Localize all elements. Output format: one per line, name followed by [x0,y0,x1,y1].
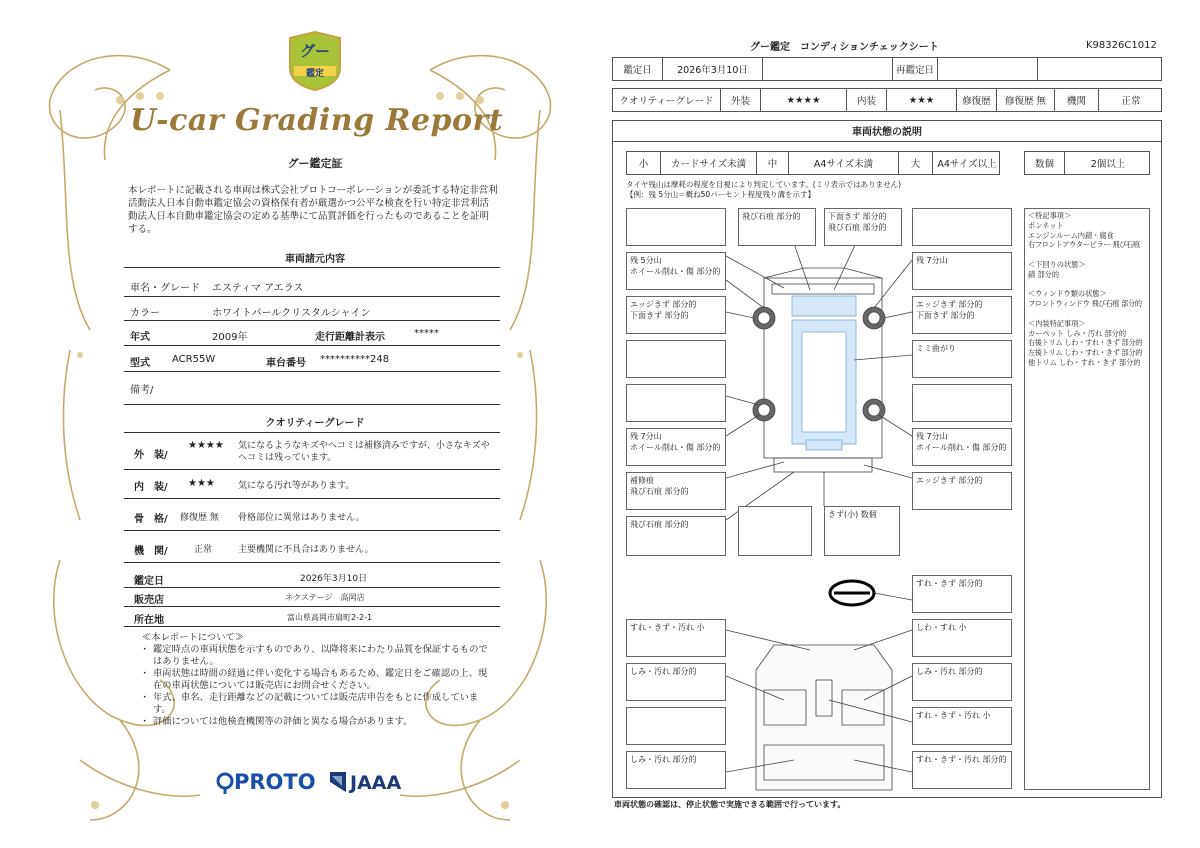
footer-note: 車両状態の確認は、停止状態で実施できる範囲で行っています。 [614,800,846,809]
damage-box-ir3: すれ・きず・汚れ 小 [912,707,1012,745]
mileage-label: 走行距離計表示 [315,332,385,343]
model-label: 型式 [130,358,150,369]
interior-stars: ★★★ [188,478,215,489]
note-item: ・ 車両状態は時間の経過に伴い変化する場合もあるため、鑑定日をご確認の上、現在の車両状態については販売店にお問合せください。 [142,668,492,692]
date-value: 2026年3月10日 [300,574,368,584]
damage-box-l6: 補修痕 飛び石痕 部分的 [626,472,726,510]
exterior-text: 気になるようなキズやヘコミは補修済みですが、小さなキズやヘコミは残っています。 [238,441,490,463]
name-label: 車名・グレード [130,283,200,294]
row1-date-label: 鑑定日 [613,58,663,80]
damage-box-b1 [738,506,812,556]
interior-text: 気になる汚れ等があります。 [238,481,355,491]
size-legend: 小 カードサイズ未満 中 A4サイズ未満 大 A4サイズ以上 [626,151,1000,175]
damage-box-ir4: すれ・きず・汚れ 部分的 [912,751,1012,789]
shop-label: 販売店 [134,595,164,606]
damage-box-l1: 残 5分山 ホイール削れ・傷 部分的 [626,252,726,290]
chassis-value: **********248 [320,354,390,365]
damage-box-f1: 飛び石痕 部分的 [738,208,816,246]
damage-box-r5: 残 7分山 ホイール削れ・傷 部分的 [912,428,1012,466]
damage-box-l4 [626,384,726,422]
engine-label: 機 関/ [134,546,168,557]
mileage-value: ***** [414,328,439,339]
engine-text: 主要機関に不具合はありません。 [238,545,374,555]
quality-title: クオリティーグレード [265,418,365,429]
proto-logo-icon [216,772,234,794]
row1-date-value: 2026年3月10日 [663,58,763,80]
jaaa-logo-icon [328,770,348,794]
row1-redate-label: 再鑑定日 [893,58,938,80]
chassis-label: 車台番号 [266,358,306,369]
date-label: 鑑定日 [134,576,164,587]
color-value: ホワイトパールクリスタルシャイン [212,308,371,319]
frame-value: 修復歴 無 [180,513,219,523]
note-item: ・ 評価については他検査機関等の評価と異なる場合があります。 [142,716,492,728]
year-label: 年式 [130,332,150,343]
shop-value: ネクステージ 高岡店 [285,593,365,602]
year-value: 2009年 [212,332,248,343]
cert-text: 本レポートに記載される車両は株式会社プロトコーポレーションが委託する特定非営利活動法人日本自動車鑑定協会の資格保有者が厳選かつ公平な検査を行い特定非営利活動法人日本自動車鑑定協会の定める基準にて品質評価を行ったものであることを証明する。 [128,185,498,235]
row2-quality-label: クオリティーグレード [613,89,721,111]
notes [142,632,492,728]
damage-box-fr [912,208,1012,246]
section-title: 車両状態の説明 [612,120,1162,142]
damage-box-b2: きず(小) 数個 [824,506,900,556]
row2-ext-label: 外装 [721,89,761,111]
sheet-title: グー鑑定 コンディションチェックシート [750,42,939,53]
damage-box-fl [626,208,726,246]
row2-int-value: ★★★ [887,89,957,111]
damage-box-r2: エッジきず 部分的 下面きず 部分的 [912,296,1012,334]
model-value: ACR55W [172,354,216,365]
engine-value: 正常 [194,545,213,555]
badge-bottom-text: 鑑定 [305,69,324,79]
cert-title: グー鑑定証 [287,157,343,170]
damage-box-i3 [626,707,726,745]
damage-box-l7: 飛び石痕 部分的 [626,516,726,556]
damage-box-r6: エッジきず 部分的 [912,472,1012,510]
tire-example: 【例：残 5分山＝概ね50パーセント程度残り溝を示す】 [626,190,816,199]
frame-text: 骨格部位に異常はありません。 [238,513,365,523]
date-row [612,57,1162,81]
interior-label: 内 装/ [134,482,168,493]
damage-box-r3: ミミ曲がり [912,340,1012,378]
doc-id: K98326C1012 [1086,40,1157,51]
damage-box-l5: 残 7分山 ホイール削れ・傷 部分的 [626,428,726,466]
exterior-label: 外 装/ [134,450,168,461]
damage-box-r1: 残 7分山 [912,252,1012,290]
note-item: ・ 年式、車名、走行距離などの記載については販売店申告をもとに作成しています。 [142,692,492,716]
tire-note: タイヤ残山は摩耗の程度を目視により判定しています。(ミリ表示ではありません) [626,180,902,189]
jaaa-logo: JAAA [350,772,402,794]
notes-title: ≪本レポートについて≫ [142,632,245,643]
row2-rep-value: 修復歴 無 [997,89,1055,111]
note-item: ・ 鑑定時点の車両状態を示すものであり、以降将来にわたり品質を保証するものではありません。 [142,644,492,668]
damage-box-r4 [912,384,1012,422]
damage-box-i4: しみ・汚れ 部分的 [626,751,726,789]
row2-ext-value: ★★★★ [761,89,847,111]
specs-title: 車両諸元内容 [285,254,345,265]
damage-box-l3 [626,340,726,378]
count-legend: 数個 2個以上 [1024,151,1150,175]
damage-box-f2: 下面きず 部分的 飛び石痕 部分的 [824,208,902,246]
row2-int-label: 内装 [847,89,887,111]
damage-box-l2: エッジきず 部分的 下面きず 部分的 [626,296,726,334]
name-value: エスティマ アエラス [212,283,304,294]
address-label: 所在地 [134,615,164,626]
damage-box-ir1: しわ・すれ 小 [912,619,1012,657]
damage-box-i2: しみ・汚れ 部分的 [626,663,726,701]
proto-logo: PROTO [234,770,316,794]
badge-top-text: グー [299,42,330,60]
damage-box-ir2: しみ・汚れ 部分的 [912,663,1012,701]
frame-label: 骨 格/ [134,514,168,525]
report-title: U-car Grading Report [130,103,504,138]
row2-eng-label: 機関 [1055,89,1099,111]
damage-box-steer: すれ・きず 部分的 [912,575,1012,613]
quality-row [612,88,1162,112]
address-value: 富山県高岡市扇町2-2-1 [287,613,373,622]
row2-rep-label: 修復歴 [957,89,997,111]
damage-box-i1: すれ・きず・汚れ 小 [626,619,726,657]
color-label: カラー [130,308,160,319]
remarks-label: 備考/ [130,385,154,396]
exterior-stars: ★★★★ [188,440,224,451]
condition-check-sheet [600,0,1200,848]
special-notes: ＜特記事項＞ ボンネット エンジンルーム内錆・腐食 右フロントアウターピラー 飛び石痕 ＜下回りの状態＞ 錆 部分的 ＜ウィンドウ類の状態＞ フロントウィンドウ 飛び石痕 部分的 ＜内装特記事項＞ カーペット しみ・汚れ 部分的 右後トリム しわ・すれ・きず 部分的 左後トリム しわ・すれ・きず 部分的 他トリム しわ・すれ・きず 部分的 [1024,208,1150,790]
row2-eng-value: 正常 [1121,96,1141,107]
